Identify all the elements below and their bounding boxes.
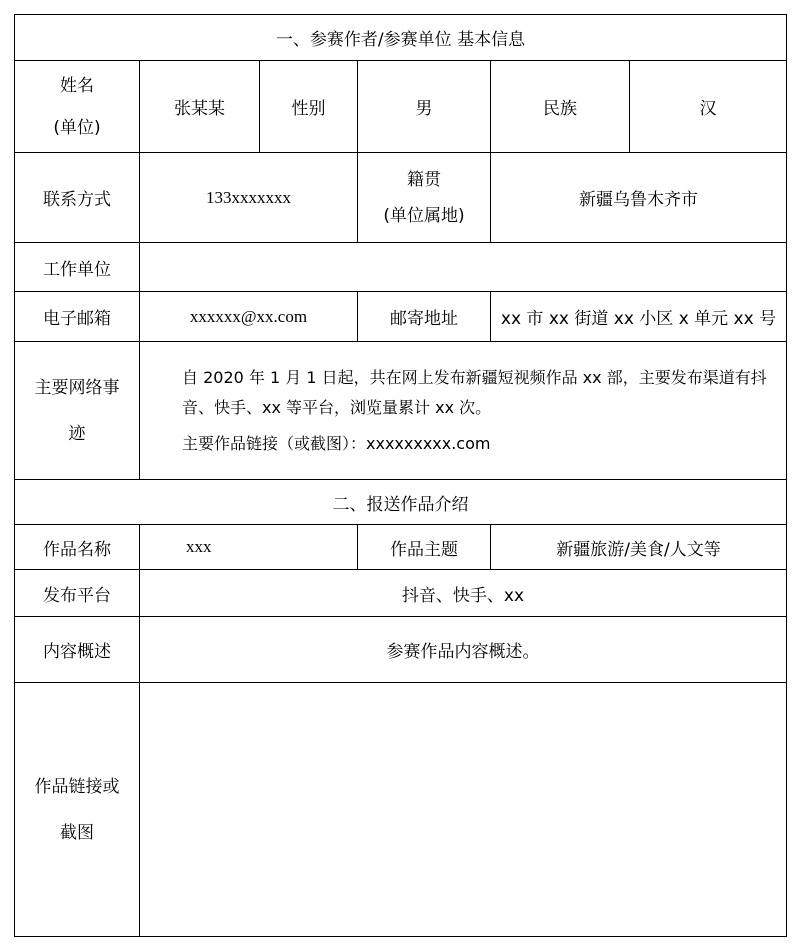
address-label: 邮寄地址 [358,292,491,342]
registration-form-table [14,14,787,937]
email-value[interactable]: xxxxxx@xx.com [140,292,358,342]
network-label: 主要网络事迹 [34,377,120,444]
gender-label: 性别 [260,61,358,153]
network-label-cell [15,342,140,480]
section2-title: 二、报送作品介绍 [15,480,787,525]
name-row [15,61,787,153]
name-value[interactable]: 张某某 [140,61,260,153]
section1-title: 一、参赛作者/参赛单位 基本信息 [15,15,787,61]
work-theme-value[interactable]: 新疆旅游/美食/人文等 [491,525,787,570]
platform-label: 发布平台 [15,570,140,617]
address-value[interactable]: xx 市 xx 街道 xx 小区 x 单元 xx 号 [491,292,787,342]
work-link-label: 作品链接或截图 [34,776,120,843]
summary-row [15,617,787,683]
email-label: 电子邮箱 [15,292,140,342]
origin-label: 籍贯 [407,169,441,190]
contact-row [15,153,787,243]
email-row [15,292,787,342]
ethnicity-label: 民族 [491,61,630,153]
work-theme-label: 作品主题 [358,525,491,570]
work-name-row [15,525,787,570]
work-unit-row [15,243,787,292]
origin-value[interactable]: 新疆乌鲁木齐市 [491,153,787,243]
work-unit-label: 工作单位 [15,243,140,292]
phone-value[interactable]: 133xxxxxxx [140,153,358,243]
network-paragraph: 自 2020 年 1 月 1 日起，共在网上发布新疆短视频作品 xx 部，主要发布渠道有抖音、快手、xx 等平台，浏览量累计 xx 次。 [182,367,767,417]
origin-label-unit: (单位属地) [383,205,465,226]
section2-header-row [15,480,787,525]
platform-row [15,570,787,617]
summary-label: 内容概述 [15,617,140,683]
work-link-row [15,683,787,937]
work-name-value[interactable]: xxx [140,525,358,570]
contact-label: 联系方式 [15,153,140,243]
gender-value[interactable]: 男 [358,61,491,153]
network-link-line: 主要作品链接（或截图）：xxxxxxxxx.com [182,433,491,453]
name-label-unit: (单位) [53,117,101,138]
network-row [15,342,787,480]
ethnicity-value[interactable]: 汉 [630,61,787,153]
summary-value[interactable]: 参赛作品内容概述。 [140,617,787,683]
origin-label-cell [358,153,491,243]
name-label: 姓名 [60,75,94,96]
network-content[interactable] [140,342,787,480]
work-name-label: 作品名称 [15,525,140,570]
work-link-label-cell [15,683,140,937]
work-unit-value[interactable] [140,243,787,292]
work-link-value[interactable] [140,683,787,937]
section1-header-row [15,15,787,61]
platform-value[interactable]: 抖音、快手、xx [140,570,787,617]
name-label-cell [15,61,140,153]
